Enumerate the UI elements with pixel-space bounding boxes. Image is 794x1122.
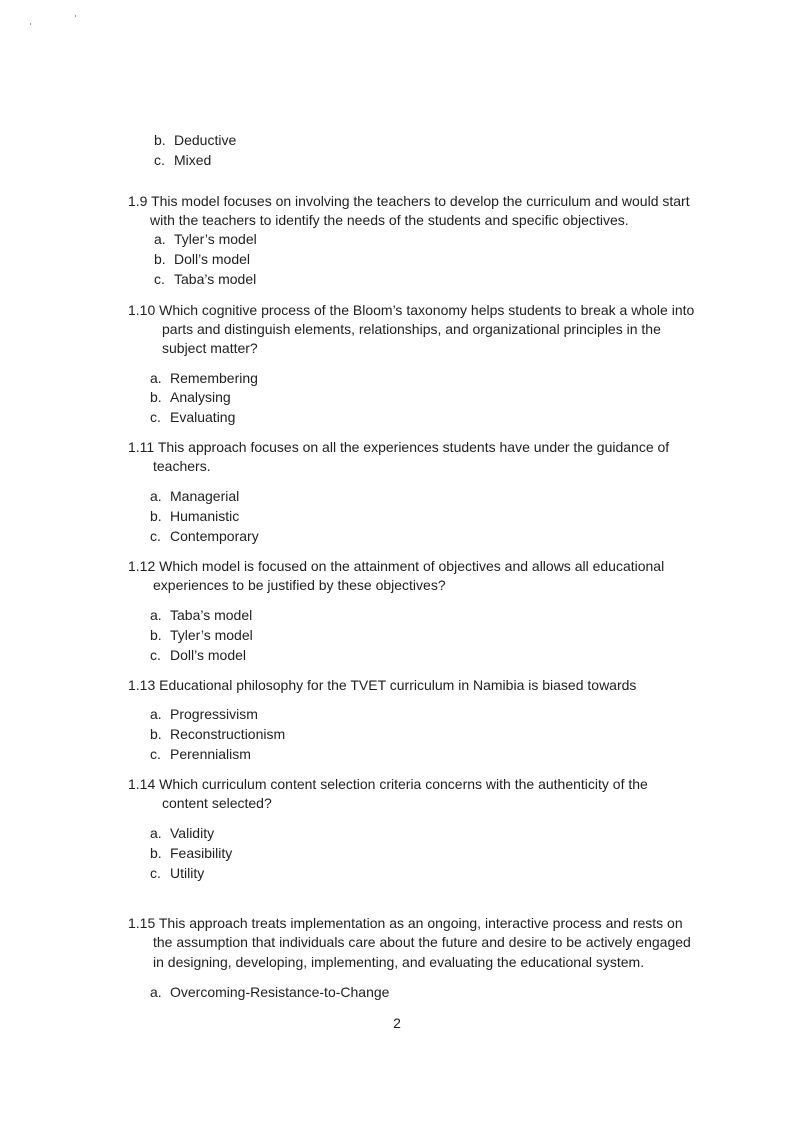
question-text-line: 1.13 Educational philosophy for the TVET curriculum in Namibia is biased towards xyxy=(128,677,637,693)
option-item xyxy=(150,724,285,744)
option-text: Mixed xyxy=(174,152,212,168)
option-item xyxy=(150,407,235,427)
option-item xyxy=(150,368,258,388)
option-text: Deductive xyxy=(174,132,237,148)
option-text: Evaluating xyxy=(170,409,236,425)
option-marker: c. xyxy=(150,409,161,425)
option-marker: a. xyxy=(154,231,166,247)
option-marker: c. xyxy=(150,647,161,663)
option-marker: a. xyxy=(150,370,162,386)
option-marker: a. xyxy=(150,825,162,841)
question-text-line: 1.11 This approach focuses on all the experiences students have under the guidance of xyxy=(128,439,670,455)
question-text-line: 1.14 Which curriculum content selection criteria concerns with the authenticity of the xyxy=(128,776,648,792)
option-item xyxy=(150,982,389,1002)
option-text: Doll’s model xyxy=(170,647,246,663)
option-marker: b. xyxy=(154,251,166,267)
option-marker: c. xyxy=(150,746,161,762)
option-item xyxy=(154,229,257,249)
option-item xyxy=(150,704,258,724)
option-text: Tyler’s model xyxy=(170,627,253,643)
option-marker: b. xyxy=(150,726,162,742)
option-text: Remembering xyxy=(170,370,258,386)
option-text: Humanistic xyxy=(170,508,240,524)
question-text-line: 1.15 This approach treats implementation as an ongoing, interactive process and rests on xyxy=(128,915,683,931)
option-marker: b. xyxy=(150,627,162,643)
option-text: Reconstructionism xyxy=(170,726,286,742)
option-marker: b. xyxy=(150,508,162,524)
question-text-line: the assumption that individuals care about the future and desire to be actively engaged xyxy=(153,934,691,950)
option-item xyxy=(150,605,252,625)
question-text-line: 1.12 Which model is focused on the attainment of objectives and allows all educational xyxy=(128,558,665,574)
option-item xyxy=(150,823,214,843)
option-text: Tyler’s model xyxy=(174,231,257,247)
option-marker: c. xyxy=(154,152,165,168)
option-text: Managerial xyxy=(170,488,240,504)
option-item xyxy=(150,506,239,526)
option-item xyxy=(150,625,253,645)
option-marker: c. xyxy=(150,865,161,881)
question-text-line: parts and distinguish elements, relationships, and organizational principles in the xyxy=(162,321,661,337)
option-text: Perennialism xyxy=(170,746,251,762)
option-item xyxy=(150,526,259,546)
question-text-line: 1.9 This model focuses on involving the teachers to develop the curriculum and would start xyxy=(128,193,690,209)
option-text: Validity xyxy=(170,825,215,841)
option-marker: b. xyxy=(154,132,166,148)
option-item xyxy=(150,645,246,665)
option-marker: b. xyxy=(150,845,162,861)
page-number: 2 xyxy=(393,1015,401,1031)
option-marker: c. xyxy=(150,528,161,544)
option-text: Overcoming-Resistance-to-Change xyxy=(170,984,390,1000)
question-text-line: in designing, developing, implementing, and evaluating the educational system. xyxy=(153,954,645,970)
option-item xyxy=(154,269,256,289)
option-item xyxy=(154,150,211,170)
option-item xyxy=(154,249,250,269)
option-marker: b. xyxy=(150,389,162,405)
scan-speck xyxy=(30,23,31,25)
option-item xyxy=(150,387,231,407)
question-text-line: content selected? xyxy=(162,795,272,811)
option-item xyxy=(150,863,204,883)
question-text-line: subject matter? xyxy=(162,340,258,356)
option-text: Utility xyxy=(170,865,205,881)
option-text: Doll’s model xyxy=(174,251,250,267)
option-item xyxy=(150,843,232,863)
option-text: Progressivism xyxy=(170,706,258,722)
question-text-line: 1.10 Which cognitive process of the Bloom’s taxonomy helps students to break a whole into xyxy=(128,302,695,318)
option-text: Feasibility xyxy=(170,845,233,861)
option-item xyxy=(154,130,236,150)
scan-speck xyxy=(75,15,76,17)
question-text-line: with the teachers to identify the needs of the students and specific objectives. xyxy=(150,212,629,228)
option-item xyxy=(150,486,239,506)
option-text: Analysing xyxy=(170,389,231,405)
question-text-line: teachers. xyxy=(153,458,211,474)
option-marker: a. xyxy=(150,607,162,623)
option-marker: a. xyxy=(150,706,162,722)
option-marker: c. xyxy=(154,271,165,287)
option-marker: a. xyxy=(150,488,162,504)
option-text: Taba’s model xyxy=(170,607,253,623)
option-text: Contemporary xyxy=(170,528,259,544)
option-marker: a. xyxy=(150,984,162,1000)
question-text-line: experiences to be justified by these objectives? xyxy=(153,577,446,593)
option-text: Taba’s model xyxy=(174,271,257,287)
option-item xyxy=(150,744,251,764)
